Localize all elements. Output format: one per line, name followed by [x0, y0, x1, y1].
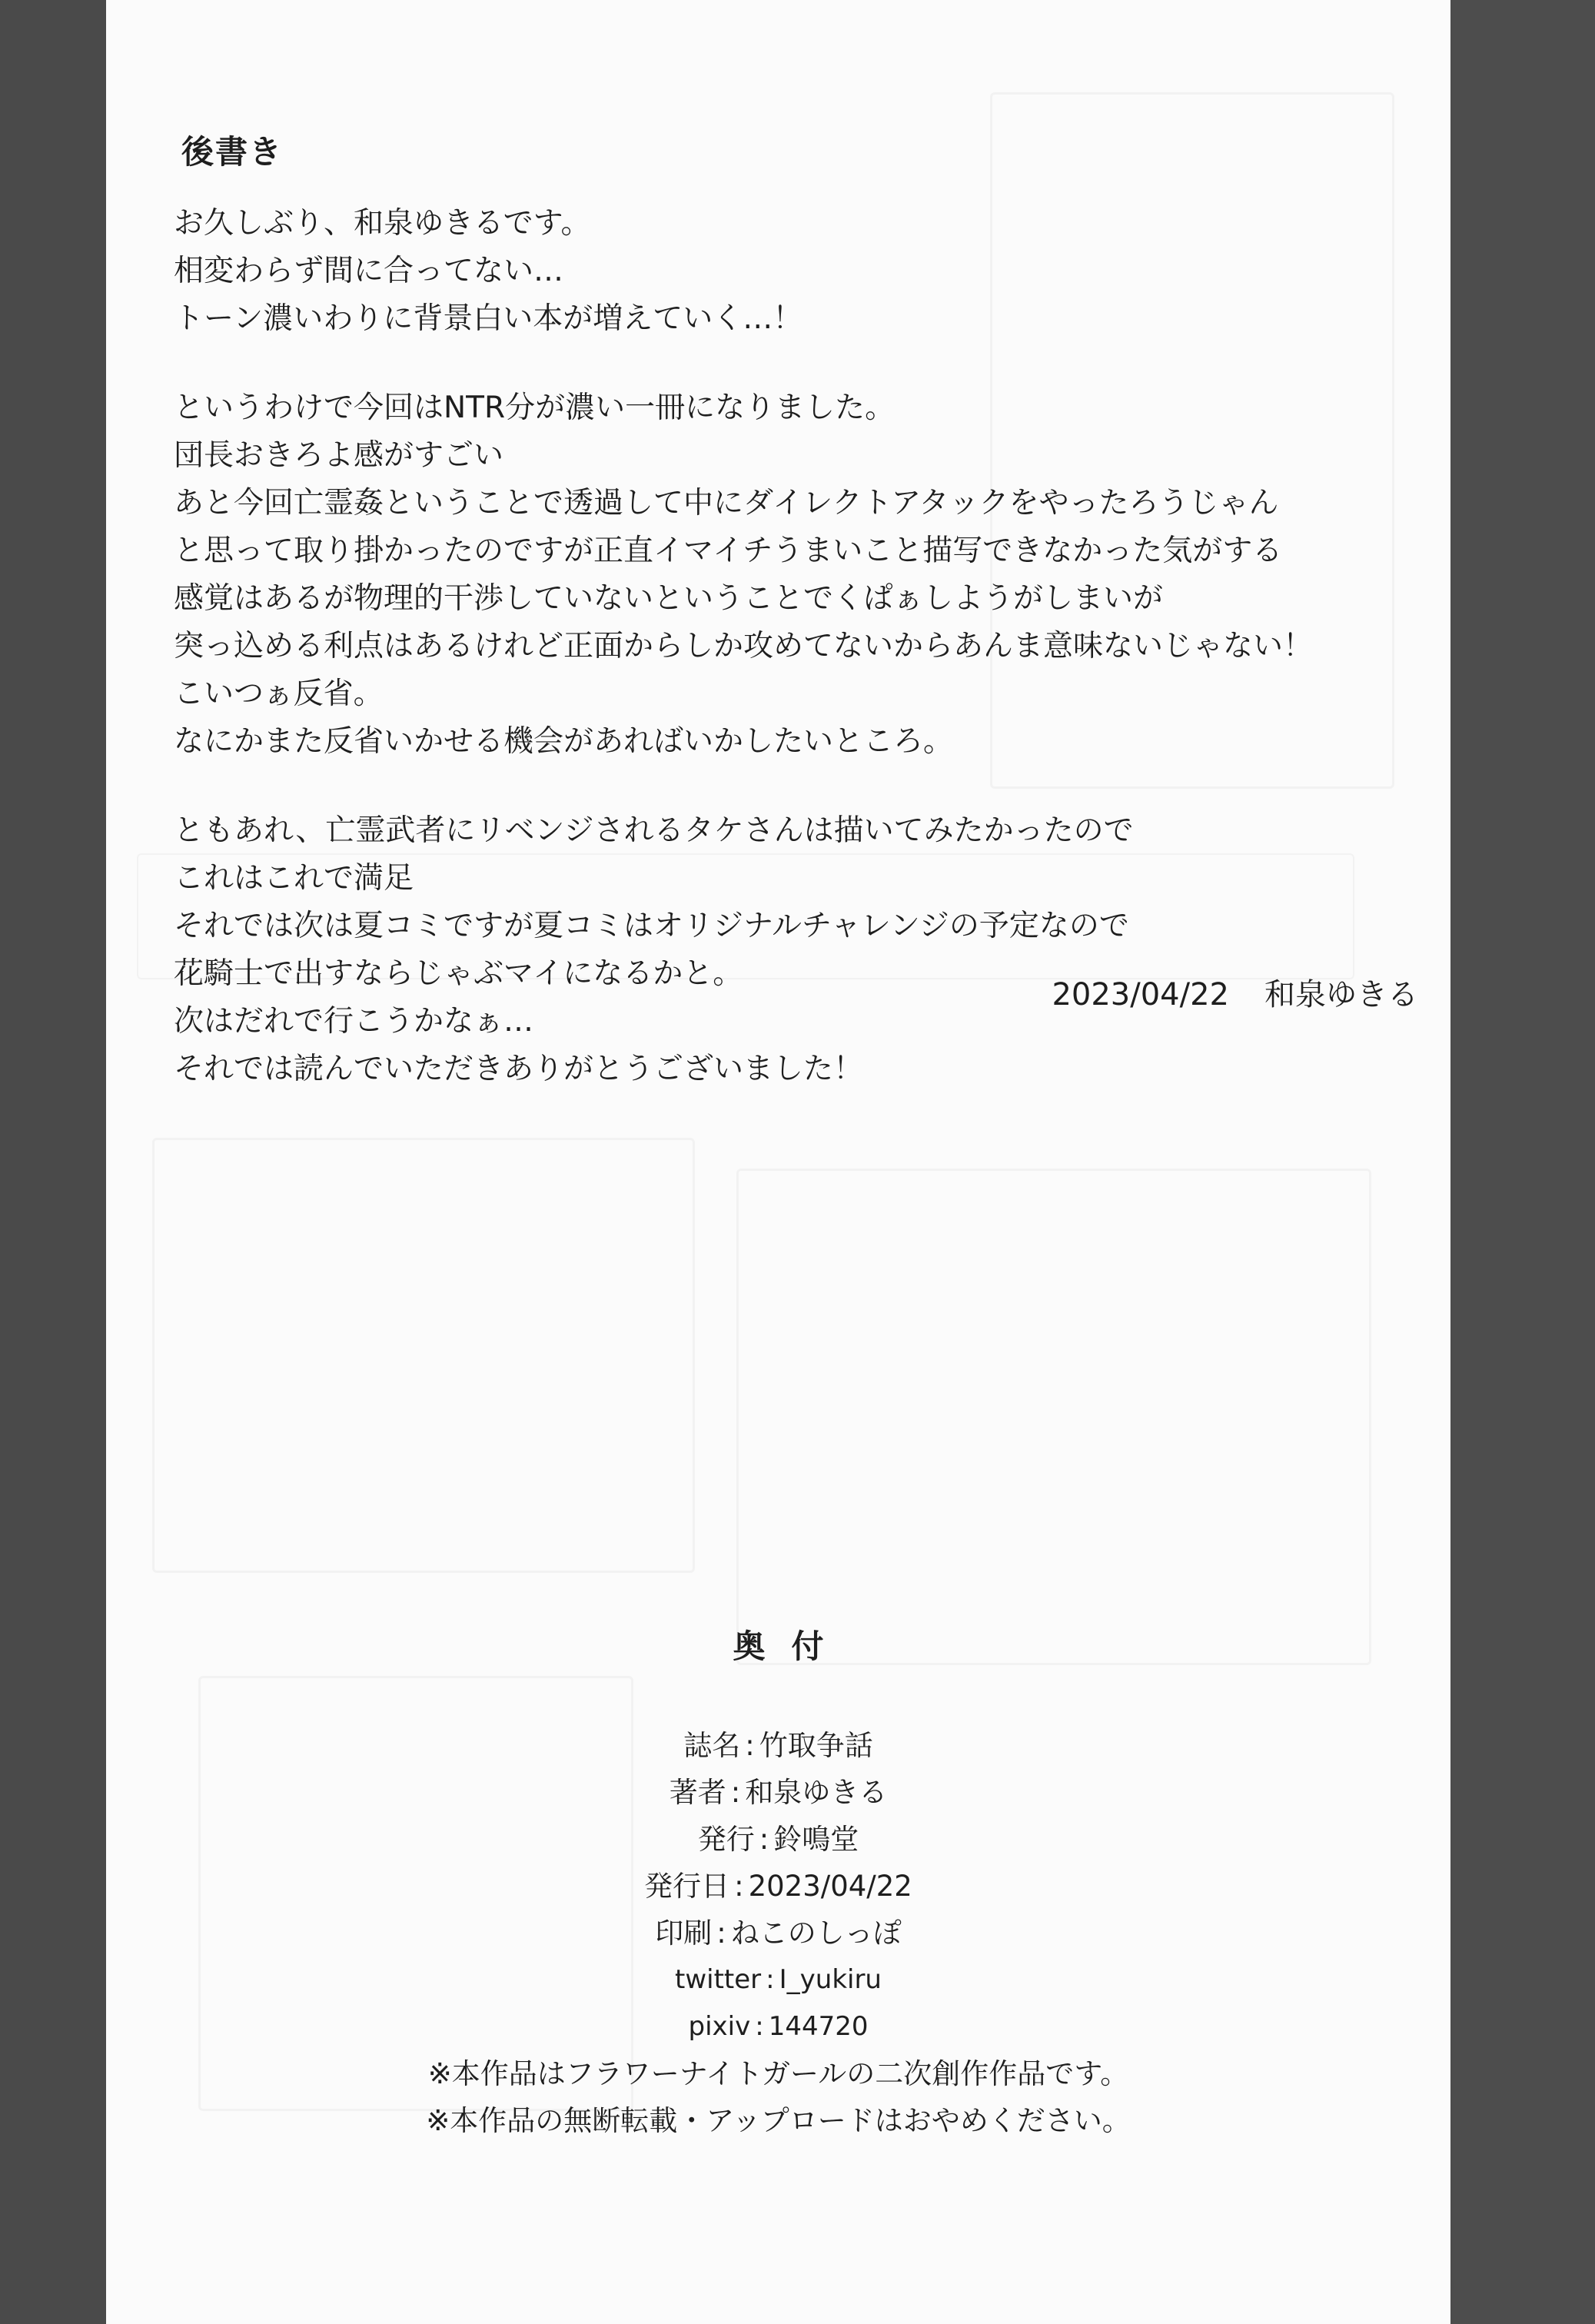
afterword-title: 後書き	[181, 133, 284, 171]
colophon-item-title	[106, 1722, 1450, 1769]
colophon-label: 発行	[697, 1823, 755, 1856]
afterword-signature	[1052, 973, 1418, 1016]
afterword-line: これはこれで満足	[174, 861, 414, 896]
colophon-value: ねこのしっぽ	[730, 1917, 902, 1950]
colophon-separator: :	[730, 1776, 741, 1809]
colophon-item-author	[106, 1769, 1450, 1816]
colophon-item-pixiv	[106, 2003, 1450, 2050]
afterword-paragraph	[174, 384, 1434, 766]
afterword-line: 相変わらず間に合ってない…	[174, 254, 564, 288]
bleed-through-shadow	[736, 1169, 1371, 1665]
colophon-item-printer	[106, 1910, 1450, 1957]
colophon-separator: :	[745, 1729, 755, 1762]
afterword-line: 次はだれで行こうかなぁ…	[174, 1004, 534, 1039]
colophon-label: 誌名	[683, 1729, 741, 1762]
afterword-paragraph	[174, 200, 1434, 343]
afterword-line: 花騎士で出すならじゃぶマイになるかと。	[174, 956, 743, 991]
afterword-line: なにかまた反省いかせる機会があればいかしたいところ。	[174, 724, 954, 759]
colophon-separator: :	[734, 1870, 744, 1903]
colophon-item-twitter	[106, 1957, 1450, 2003]
colophon-note: ※本作品はフラワーナイトガールの二次創作作品です。	[427, 2057, 1129, 2090]
colophon-label: 著者	[669, 1776, 726, 1809]
colophon-label: pixiv	[688, 2011, 751, 2042]
colophon-separator: :	[755, 2011, 764, 2042]
afterword-line: それでは読んでいただきありがとうございました！	[174, 1052, 864, 1086]
colophon-section	[106, 1624, 1450, 2144]
colophon-value: 鈴鳴堂	[773, 1823, 859, 1856]
colophon-label: 発行日	[644, 1870, 730, 1903]
colophon-item-publisher	[106, 1816, 1450, 1863]
scan-border-left	[0, 0, 106, 2324]
colophon-value: 和泉ゆきる	[745, 1776, 888, 1809]
colophon-label: twitter	[675, 1964, 762, 1995]
afterword-author: 和泉ゆきる	[1264, 977, 1418, 1012]
colophon-separator: :	[766, 1964, 775, 1995]
afterword-line: それでは次は夏コミですが夏コミはオリジナルチャレンジの予定なので	[174, 909, 1129, 943]
afterword-paragraph	[174, 807, 1434, 1093]
colophon-separator: :	[759, 1823, 769, 1856]
colophon-item-publish-date	[106, 1863, 1450, 1910]
colophon-separator: :	[716, 1917, 726, 1950]
colophon-note: ※本作品の無断転載・アップロードはおやめください。	[426, 2104, 1131, 2137]
afterword-line: 団長おきろよ感がすごい	[174, 438, 504, 473]
afterword-line: 突っ込める利点はあるけれど正面からしか攻めてないからあんま意味ないじゃない！	[174, 629, 1314, 663]
scan-border-right	[1450, 0, 1595, 2324]
colophon-value: 2023/04/22	[748, 1870, 912, 1903]
colophon-value: 144720	[768, 2011, 869, 2042]
colophon-value: I_yukiru	[779, 1964, 882, 1995]
afterword-line: 感覚はあるが物理的干渉していないということでくぱぁしようがしまいが	[174, 581, 1164, 616]
afterword-line: トーン濃いわりに背景白い本が増えていく…！	[174, 301, 803, 336]
afterword-line: こいつぁ反省。	[174, 677, 384, 711]
afterword-line: というわけで今回はNTR分が濃い一冊になりました。	[174, 391, 896, 425]
afterword-section	[174, 131, 1434, 1093]
colophon-label: 印刷	[655, 1917, 713, 1950]
afterword-line: ともあれ、亡霊武者にリベンジされるタケさんは描いてみたかったので	[174, 813, 1134, 848]
colophon-value: 竹取争話	[759, 1729, 873, 1762]
bleed-through-shadow	[152, 1138, 695, 1573]
afterword-date: 2023/04/22	[1052, 977, 1229, 1012]
afterword-line: あと今回亡霊姦ということで透過して中にダイレクトアタックをやったろうじゃん	[174, 486, 1279, 520]
afterword-line: と思って取り掛かったのですが正直イマイチうまいこと描写できなかった気がする	[174, 534, 1283, 568]
colophon-title: 奥付	[733, 1627, 850, 1665]
afterword-line: お久しぶり、和泉ゆきるです。	[174, 206, 591, 241]
